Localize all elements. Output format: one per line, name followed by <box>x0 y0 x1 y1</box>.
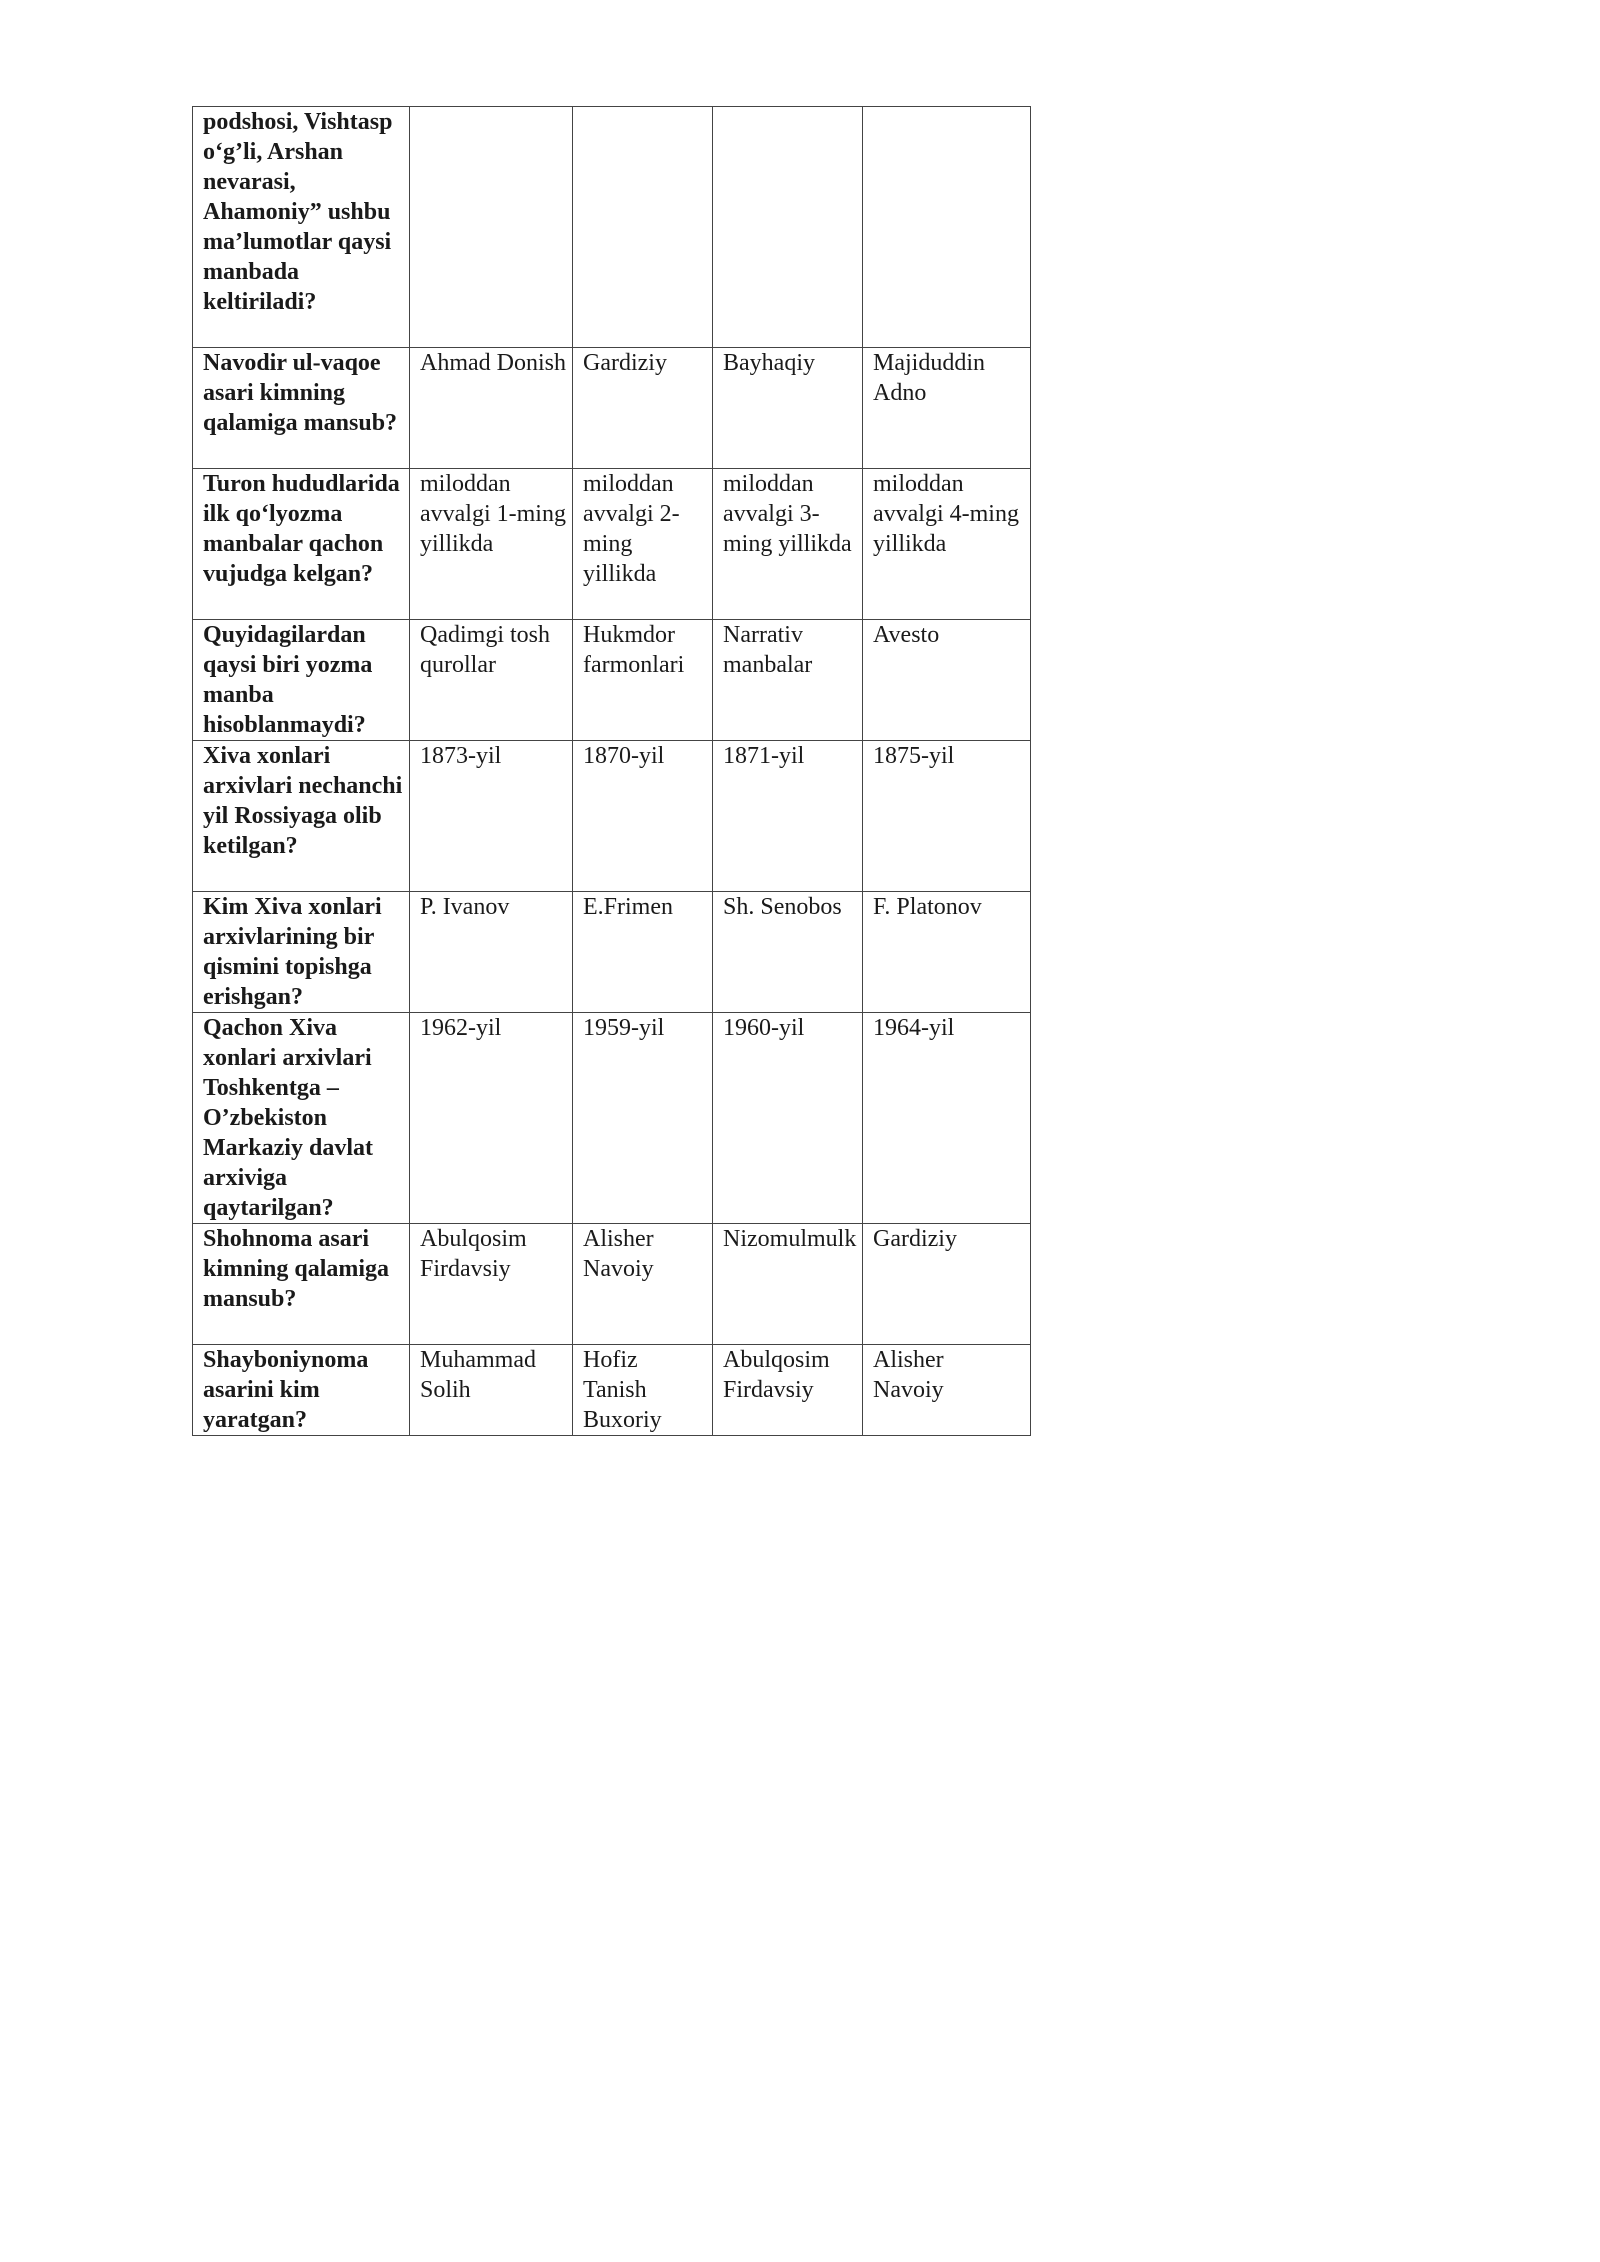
answer-cell: Ahmad Donish <box>410 348 573 469</box>
table-row <box>193 1013 1031 1224</box>
answer-cell: miloddan avvalgi 1-ming yillikda <box>410 469 573 620</box>
document-page <box>0 0 1100 1552</box>
answer-cell: Sh. Senobos <box>713 892 863 1013</box>
answer-cell <box>410 107 573 348</box>
question-cell: Shohnoma asari kimning qalamiga mansub? <box>193 1224 410 1345</box>
answer-cell: 1870-yil <box>573 741 713 892</box>
answer-cell: F. Platonov <box>863 892 1031 1013</box>
question-cell: Turon hududlarida ilk qo‘lyozma manbalar qachon vujudga kelgan? <box>193 469 410 620</box>
answer-cell: miloddan avvalgi 4-ming yillikda <box>863 469 1031 620</box>
answer-cell: miloddan avvalgi 2-ming yillikda <box>573 469 713 620</box>
question-cell: Navodir ul-vaqoe asari kimning qalamiga mansub? <box>193 348 410 469</box>
table-row <box>193 348 1031 469</box>
answer-cell: miloddan avvalgi 3-ming yillikda <box>713 469 863 620</box>
answer-cell: Hukmdor farmonlari <box>573 620 713 741</box>
answer-cell: 1960-yil <box>713 1013 863 1224</box>
answer-cell: 1964-yil <box>863 1013 1031 1224</box>
quiz-table <box>192 106 1031 1436</box>
answer-cell: E.Frimen <box>573 892 713 1013</box>
answer-cell: Nizomulmulk <box>713 1224 863 1345</box>
answer-cell <box>573 107 713 348</box>
answer-cell: 1962-yil <box>410 1013 573 1224</box>
answer-cell: Bayhaqiy <box>713 348 863 469</box>
table-row <box>193 107 1031 348</box>
answer-cell <box>863 107 1031 348</box>
answer-cell: 1875-yil <box>863 741 1031 892</box>
answer-cell: Hofiz Tanish Buxoriy <box>573 1345 713 1436</box>
table-row <box>193 1224 1031 1345</box>
answer-cell: Avesto <box>863 620 1031 741</box>
question-cell: Xiva xonlari arxivlari nechanchi yil Rossiyaga olib ketilgan? <box>193 741 410 892</box>
table-row <box>193 1345 1031 1436</box>
question-cell: Qachon Xiva xonlari arxivlari Toshkentga – O’zbekiston Markaziy davlat arxiviga qaytarilgan? <box>193 1013 410 1224</box>
answer-cell: Gardiziy <box>573 348 713 469</box>
answer-cell: 1873-yil <box>410 741 573 892</box>
question-cell: Kim Xiva xonlari arxivlarining bir qismini topishga erishgan? <box>193 892 410 1013</box>
question-cell: podshosi, Vishtasp o‘g’li, Arshan nevarasi, Ahamoniy” ushbu ma’lumotlar qaysi manbada keltiriladi? <box>193 107 410 348</box>
answer-cell: Majiduddin Adno <box>863 348 1031 469</box>
table-row <box>193 892 1031 1013</box>
answer-cell: Gardiziy <box>863 1224 1031 1345</box>
answer-cell: Alisher Navoiy <box>573 1224 713 1345</box>
answer-cell: Qadimgi tosh qurollar <box>410 620 573 741</box>
answer-cell <box>713 107 863 348</box>
answer-cell: 1959-yil <box>573 1013 713 1224</box>
table-row <box>193 469 1031 620</box>
table-row <box>193 620 1031 741</box>
question-cell: Quyidagilardan qaysi biri yozma manba hisoblanmaydi? <box>193 620 410 741</box>
answer-cell: P. Ivanov <box>410 892 573 1013</box>
answer-cell: 1871-yil <box>713 741 863 892</box>
table-row <box>193 741 1031 892</box>
answer-cell: Abulqosim Firdavsiy <box>713 1345 863 1436</box>
answer-cell: Alisher Navoiy <box>863 1345 1031 1436</box>
question-cell: Shayboniynoma asarini kim yaratgan? <box>193 1345 410 1436</box>
answer-cell: Abulqosim Firdavsiy <box>410 1224 573 1345</box>
answer-cell: Narrativ manbalar <box>713 620 863 741</box>
answer-cell: Muhammad Solih <box>410 1345 573 1436</box>
